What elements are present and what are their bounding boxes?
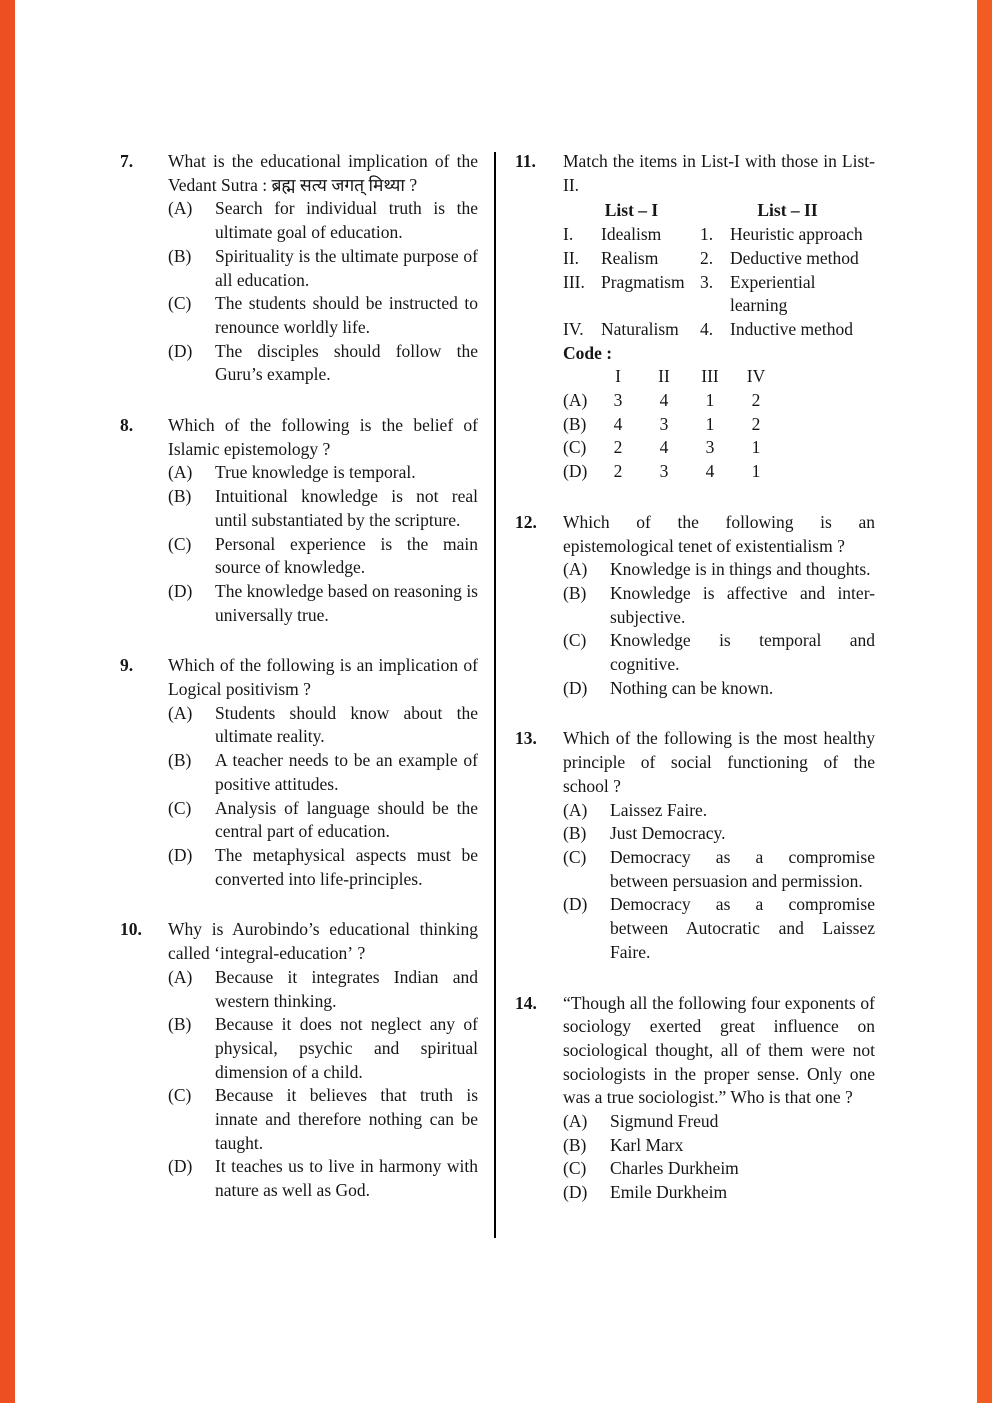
option-text: The students should be instructed to renounce worldly life. — [215, 293, 478, 337]
option-row — [168, 485, 478, 532]
code-col-iii: III — [701, 366, 719, 387]
option-label: (D) — [168, 340, 193, 361]
option-row — [563, 582, 875, 629]
option-text: The knowledge based on reasoning is universally true. — [215, 580, 478, 625]
option-text: Democracy as a compromise between Autocratic and Laissez Faire. — [610, 894, 875, 962]
match-row — [563, 318, 875, 342]
code-row — [563, 460, 875, 484]
code-value: 3 — [613, 390, 623, 411]
option-text: Spirituality is the ultimate purpose of all education. — [215, 245, 478, 290]
list-i-numeral: III. — [563, 271, 585, 292]
option-text: Charles Durkheim — [610, 1158, 739, 1179]
option-label: (C) — [563, 630, 587, 651]
code-table-header — [563, 365, 875, 389]
option-label: (C) — [168, 797, 192, 818]
question-9 — [120, 654, 478, 891]
option-text: Students should know about the ultimate reality. — [215, 702, 478, 747]
option-label: (A) — [563, 1111, 588, 1132]
option-label: (A) — [168, 462, 193, 483]
option-row — [563, 558, 875, 582]
code-value: 1 — [705, 390, 715, 411]
option-label: (D) — [168, 580, 193, 601]
code-value: 2 — [751, 413, 761, 434]
option-row — [168, 1155, 478, 1202]
code-value: 3 — [705, 437, 715, 458]
option-text: Laissez Faire. — [610, 799, 708, 820]
question-text: Which of the following is the most healthy principle of social functioning of the school ? — [563, 728, 875, 796]
question-11 — [515, 150, 875, 484]
option-text: Because it integrates Indian and western thinking. — [215, 966, 478, 1011]
list-i-item: Realism — [601, 247, 659, 268]
code-value: 1 — [751, 437, 761, 458]
list-ii-header: List – II — [757, 200, 818, 221]
option-text: Knowledge is in things and thoughts. — [610, 559, 871, 580]
option-row — [168, 844, 478, 891]
option-row — [168, 245, 478, 292]
option-label: (B) — [563, 823, 587, 844]
option-row — [168, 197, 478, 244]
option-row — [168, 797, 478, 844]
option-label: (A) — [168, 966, 193, 987]
question-number: 8. — [120, 415, 134, 436]
option-text: Personal experience is the main source of knowledge. — [215, 533, 478, 578]
list-i-numeral: IV. — [563, 318, 584, 339]
option-row — [168, 580, 478, 627]
list-i-numeral: II. — [563, 247, 580, 268]
question-number: 10. — [120, 919, 142, 940]
option-text: Nothing can be known. — [610, 677, 774, 698]
list-i-item: Naturalism — [601, 318, 679, 339]
code-value: 2 — [613, 461, 623, 482]
option-text: The metaphysical aspects must be converted into life-principles. — [215, 844, 478, 889]
option-text: Knowledge is affective and inter-subjective. — [610, 582, 875, 627]
code-row-label: (A) — [563, 390, 588, 411]
question-7 — [120, 150, 478, 387]
question-13 — [515, 727, 875, 964]
list-ii-numeral: 1. — [700, 224, 714, 245]
column-divider-rule — [494, 152, 496, 1238]
code-row — [563, 413, 875, 437]
option-label: (A) — [168, 702, 193, 723]
option-text: Emile Durkheim — [610, 1182, 728, 1203]
question-text: Which of the following is an epistemological tenet of existentialism ? — [563, 511, 875, 556]
question-text: Match the items in List-I with those in List-II. — [563, 151, 875, 195]
option-text: Search for individual truth is the ultimate goal of education. — [215, 198, 478, 243]
code-row — [563, 389, 875, 413]
option-row — [563, 846, 875, 893]
option-text: Analysis of language should be the central part of education. — [215, 797, 478, 842]
option-label: (A) — [563, 799, 588, 820]
option-label: (D) — [563, 677, 588, 698]
option-row — [168, 292, 478, 339]
match-list-headers — [563, 199, 875, 223]
code-value: 2 — [751, 390, 761, 411]
code-label: Code : — [563, 342, 613, 363]
option-row — [563, 629, 875, 676]
code-col-iv: IV — [746, 366, 766, 387]
list-i-item: Pragmatism — [601, 271, 685, 292]
list-ii-numeral: 4. — [700, 318, 714, 339]
option-text: True knowledge is temporal. — [215, 462, 416, 483]
option-text: Democracy as a compromise between persuasion and permission. — [610, 846, 875, 891]
option-row — [168, 1084, 478, 1155]
list-i-item: Idealism — [601, 224, 662, 245]
match-row — [563, 223, 875, 247]
list-ii-numeral: 3. — [700, 271, 714, 292]
code-value: 4 — [705, 461, 715, 482]
question-number: 13. — [515, 728, 537, 749]
option-label: (D) — [563, 894, 588, 915]
code-value: 1 — [751, 461, 761, 482]
option-label: (A) — [168, 198, 193, 219]
question-number: 9. — [120, 655, 134, 676]
code-row-label: (C) — [563, 437, 587, 458]
option-text: Because it believes that truth is innate and therefore nothing can be taught. — [215, 1085, 478, 1153]
option-row — [563, 893, 875, 964]
option-label: (D) — [168, 844, 193, 865]
option-text: The disciples should follow the Guru’s example. — [215, 340, 478, 385]
match-row — [563, 247, 875, 271]
page-edge-bar-right — [977, 0, 992, 1403]
question-text: “Though all the following four exponents of sociology exerted great influence on sociological thought, all of them were not sociologists in the proper sense. Only one was a true sociologist.” Who is that one ? — [563, 992, 875, 1108]
option-label: (C) — [168, 1085, 192, 1106]
code-row-label: (D) — [563, 461, 588, 482]
option-row — [168, 340, 478, 387]
option-text: Intuitional knowledge is not real until substantiated by the scripture. — [215, 486, 478, 530]
right-column — [515, 150, 875, 1205]
option-row — [168, 461, 478, 485]
question-12 — [515, 511, 875, 701]
list-ii-item: Deductive method — [730, 247, 859, 268]
option-label: (B) — [563, 1134, 587, 1155]
question-number: 12. — [515, 511, 537, 532]
list-ii-numeral: 2. — [700, 247, 714, 268]
list-i-numeral: I. — [563, 224, 574, 245]
option-row — [168, 1013, 478, 1084]
option-text: Knowledge is temporal and cognitive. — [610, 630, 875, 675]
code-value: 2 — [613, 437, 623, 458]
option-row — [563, 822, 875, 846]
code-col-ii: II — [658, 366, 670, 387]
question-number: 11. — [515, 151, 536, 171]
left-column — [120, 150, 478, 1203]
code-value: 4 — [659, 390, 669, 411]
option-label: (B) — [168, 1014, 192, 1035]
list-i-header: List – I — [604, 200, 659, 221]
option-row — [563, 1157, 875, 1181]
question-text: Which of the following is the belief of Islamic epistemology ? — [168, 415, 478, 459]
option-text: It teaches us to live in harmony with nature as well as God. — [215, 1156, 478, 1201]
option-label: (D) — [168, 1156, 193, 1177]
option-label: (B) — [168, 750, 192, 771]
option-row — [563, 1134, 875, 1158]
code-row — [563, 436, 875, 460]
code-col-i: I — [615, 366, 621, 387]
page-edge-bar-left — [0, 0, 15, 1403]
option-label: (C) — [563, 846, 587, 867]
question-text: Why is Aurobindo’s educational thinking called ‘integral-education’ ? — [168, 919, 478, 964]
question-number: 14. — [515, 992, 537, 1013]
option-label: (C) — [168, 293, 192, 314]
question-text: Which of the following is an implication of Logical positivism ? — [168, 655, 478, 700]
code-value: 1 — [705, 413, 715, 434]
option-label: (B) — [168, 245, 192, 266]
option-label: (B) — [168, 486, 192, 507]
match-row — [563, 271, 875, 318]
option-label: (D) — [563, 1182, 588, 1203]
option-row — [168, 702, 478, 749]
option-label: (C) — [563, 1158, 587, 1179]
option-label: (B) — [563, 582, 587, 603]
list-ii-item: Experiential learning — [730, 271, 816, 316]
option-text: Because it does not neglect any of physical, psychic and spiritual dimension of a child. — [215, 1014, 478, 1082]
code-value: 3 — [659, 413, 669, 434]
option-row — [563, 1110, 875, 1134]
code-value: 4 — [659, 437, 669, 458]
option-row — [563, 799, 875, 823]
option-row — [168, 533, 478, 580]
option-text: A teacher needs to be an example of positive attitudes. — [215, 750, 478, 794]
question-number: 7. — [120, 151, 134, 171]
option-text: Karl Marx — [610, 1134, 684, 1155]
option-row — [563, 677, 875, 701]
option-row — [168, 966, 478, 1013]
question-14 — [515, 992, 875, 1205]
list-ii-item: Heuristic approach — [730, 224, 863, 245]
question-10 — [120, 918, 478, 1202]
option-text: Just Democracy. — [610, 823, 726, 844]
option-row — [563, 1181, 875, 1205]
code-value: 4 — [613, 413, 623, 434]
question-text: What is the educational implication of the Vedant Sutra : ब्रह्म सत्य जगत् मिथ्या ? — [168, 151, 478, 195]
list-ii-item: Inductive method — [730, 318, 853, 339]
option-label: (A) — [563, 559, 588, 580]
code-row-label: (B) — [563, 413, 587, 434]
option-row — [168, 749, 478, 796]
option-label: (C) — [168, 533, 192, 554]
question-8 — [120, 414, 478, 627]
code-value: 3 — [659, 461, 669, 482]
option-text: Sigmund Freud — [610, 1111, 719, 1132]
